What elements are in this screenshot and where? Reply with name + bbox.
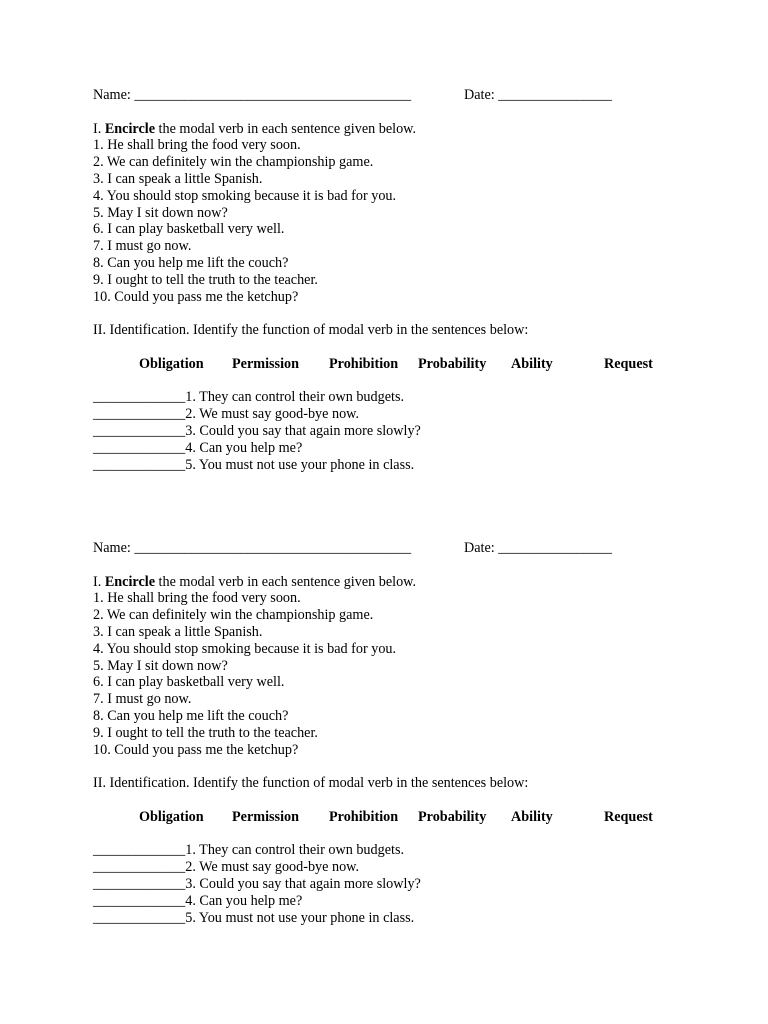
choice-request: Request [604, 808, 653, 825]
answer-blank: _____________ [93, 406, 186, 423]
choice-permission: Permission [232, 355, 299, 372]
choice-ability: Ability [511, 355, 553, 372]
part2-instruction: II. Identification. Identify the function of modal verb in the sentences below: [93, 775, 529, 792]
choice-permission: Permission [232, 808, 299, 825]
part1-items [93, 137, 693, 305]
part1-instruction-text: the modal verb in each sentence given below. [158, 120, 417, 137]
date-label: Date: [464, 540, 495, 556]
part2-items [93, 389, 693, 473]
answer-blank: _____________ [93, 909, 186, 926]
part1-item: 4. You should stop smoking because it is bad for you. [93, 187, 397, 204]
part2-instruction: II. Identification. Identify the function of modal verb in the sentences below: [93, 322, 529, 339]
date-field [464, 87, 612, 104]
part1-item: 1. He shall bring the food very soon. [93, 590, 301, 607]
function-choices [93, 809, 693, 826]
part1-emphasis: Encircle [104, 120, 155, 137]
spacer [93, 758, 693, 775]
name-date-row [93, 540, 693, 557]
part1-item: 6. I can play basketball very well. [93, 221, 285, 238]
part1-instruction [93, 121, 693, 138]
spacer [93, 826, 693, 843]
part1-item: 8. Can you help me lift the couch? [93, 707, 289, 724]
part1-item: 7. I must go now. [93, 691, 192, 708]
part1-item: 5. May I sit down now? [93, 657, 228, 674]
part1-item: 10. Could you pass me the ketchup? [93, 288, 299, 305]
spacer [93, 339, 693, 356]
part1-item: 9. I ought to tell the truth to the teacher. [93, 724, 318, 741]
name-label: Name: [93, 540, 131, 556]
part2-item [93, 389, 693, 406]
part1-instruction [93, 574, 693, 591]
part2-item-text: 1. They can control their own budgets. [185, 842, 405, 859]
part2-item [93, 910, 693, 927]
part1-item: 10. Could you pass me the ketchup? [93, 741, 299, 758]
part1-item: 2. We can definitely win the championship game. [93, 154, 374, 171]
part2-items [93, 842, 693, 926]
part2-item [93, 406, 693, 423]
part2-item [93, 842, 693, 859]
part1-items [93, 590, 693, 758]
part2-item-text: 3. Could you say that again more slowly? [185, 422, 421, 439]
part2-item-text: 5. You must not use your phone in class. [185, 456, 415, 473]
answer-blank: _____________ [93, 439, 186, 456]
date-blank: ________________ [498, 540, 612, 556]
part2-item-text: 2. We must say good-bye now. [185, 859, 360, 876]
spacer [93, 792, 693, 809]
answer-blank: _____________ [93, 892, 186, 909]
part2-item-text: 5. You must not use your phone in class. [185, 909, 415, 926]
part1-prefix: I. [93, 120, 102, 137]
date-field [464, 540, 612, 557]
choice-request: Request [604, 355, 653, 372]
worksheet-bottom [93, 540, 693, 926]
part2-item-text: 3. Could you say that again more slowly? [185, 875, 421, 892]
date-label: Date: [464, 87, 495, 103]
part1-item: 3. I can speak a little Spanish. [93, 623, 263, 640]
name-blank: _______________________________________ [134, 87, 412, 103]
answer-blank: _____________ [93, 842, 186, 859]
part1-item: 4. You should stop smoking because it is bad for you. [93, 640, 397, 657]
worksheet-top [93, 87, 693, 473]
spacer [93, 373, 693, 390]
date-blank: ________________ [498, 87, 612, 103]
choice-obligation: Obligation [139, 808, 204, 825]
spacer [93, 557, 693, 574]
name-label: Name: [93, 87, 131, 103]
part2-item [93, 876, 693, 893]
part1-prefix: I. [93, 573, 102, 590]
spacer [93, 305, 693, 322]
part2-item [93, 893, 693, 910]
function-choices [93, 356, 693, 373]
answer-blank: _____________ [93, 859, 186, 876]
choice-obligation: Obligation [139, 355, 204, 372]
choice-probability: Probability [418, 355, 487, 372]
choice-prohibition: Prohibition [329, 808, 399, 825]
answer-blank: _____________ [93, 389, 186, 406]
part1-instruction-text: the modal verb in each sentence given below. [158, 573, 417, 590]
part2-item-text: 2. We must say good-bye now. [185, 406, 360, 423]
name-blank: _______________________________________ [134, 540, 412, 556]
part2-item [93, 859, 693, 876]
choice-prohibition: Prohibition [329, 355, 399, 372]
answer-blank: _____________ [93, 875, 186, 892]
part1-item: 8. Can you help me lift the couch? [93, 254, 289, 271]
part1-item: 1. He shall bring the food very soon. [93, 137, 301, 154]
part1-item: 5. May I sit down now? [93, 204, 228, 221]
part1-item: 9. I ought to tell the truth to the teacher. [93, 271, 318, 288]
spacer [93, 104, 693, 121]
part1-emphasis: Encircle [104, 573, 155, 590]
name-date-row [93, 87, 693, 104]
part2-item [93, 440, 693, 457]
part1-item: 3. I can speak a little Spanish. [93, 170, 263, 187]
answer-blank: _____________ [93, 422, 186, 439]
part2-item [93, 423, 693, 440]
part2-item-text: 1. They can control their own budgets. [185, 389, 405, 406]
answer-blank: _____________ [93, 456, 186, 473]
part1-item: 2. We can definitely win the championship game. [93, 607, 374, 624]
part2-item [93, 457, 693, 474]
part2-item-text: 4. Can you help me? [185, 892, 303, 909]
choice-ability: Ability [511, 808, 553, 825]
choice-probability: Probability [418, 808, 487, 825]
part1-item: 6. I can play basketball very well. [93, 674, 285, 691]
part2-item-text: 4. Can you help me? [185, 439, 303, 456]
part1-item: 7. I must go now. [93, 238, 192, 255]
